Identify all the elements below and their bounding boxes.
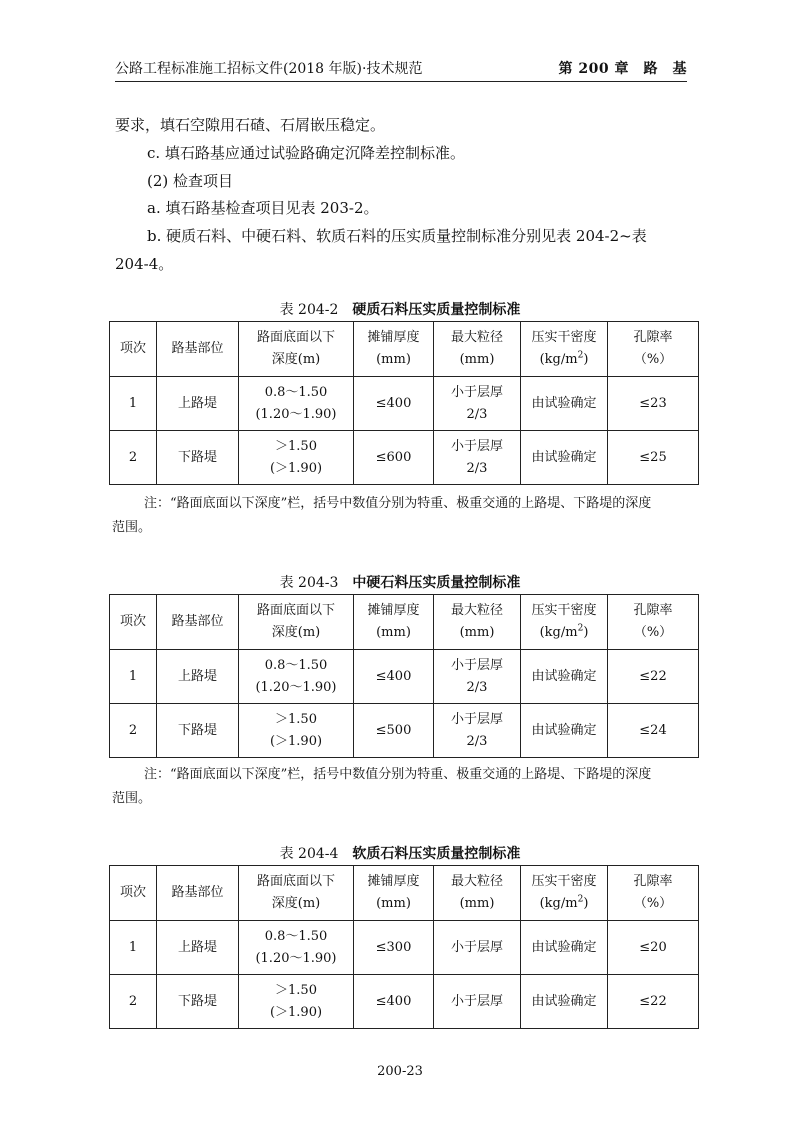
cell-no: 1 (110, 921, 157, 975)
table-title: 软质石料压实质量控制标准 (352, 846, 521, 862)
cell-part: 下路堤 (157, 975, 239, 1029)
header-max-size: 最大粒径 (mm) (434, 595, 521, 650)
cell-thickness: ≤400 (354, 377, 434, 431)
header-chapter: 第 200 章 路 基 (558, 61, 687, 77)
cell-max-size: 小于层厚 (434, 921, 521, 975)
header-depth: 路面底面以下 深度(m) (239, 595, 354, 650)
cell-max-size: 小于层厚 2/3 (434, 650, 521, 704)
table-note: 注：“路面底面以下深度”栏，括号中数值分别为特重、极重交通的上路堤、下路堤的深度 范围。 (112, 767, 652, 806)
table-number: 表 204-2 (279, 302, 339, 318)
table-row (110, 704, 699, 758)
header-location: 路基部位 (157, 322, 239, 377)
table-header-row (110, 866, 699, 921)
header-thickness: 摊铺厚度 (mm) (354, 866, 434, 921)
cell-no: 2 (110, 975, 157, 1029)
header-document-title: 公路工程标准施工招标文件(2018 年版)·技术规范 (115, 61, 423, 77)
running-header (115, 55, 687, 82)
header-item-no: 项次 (110, 322, 157, 377)
header-item-no: 项次 (110, 866, 157, 921)
cell-porosity: ≤22 (608, 650, 699, 704)
cell-no: 1 (110, 377, 157, 431)
paragraph-item-b-cont: 204-4。 (115, 255, 174, 273)
table-medium-rock (109, 594, 699, 758)
table-title: 中硬石料压实质量控制标准 (352, 575, 521, 591)
header-max-size: 最大粒径 (mm) (434, 322, 521, 377)
cell-max-size: 小于层厚 2/3 (434, 431, 521, 485)
cell-thickness: ≤400 (354, 975, 434, 1029)
cell-part: 上路堤 (157, 377, 239, 431)
cell-porosity: ≤25 (608, 431, 699, 485)
cell-thickness: ≤300 (354, 921, 434, 975)
cell-depth: ＞1.50 (＞1.90) (239, 975, 354, 1029)
cell-density: 由试验确定 (521, 921, 608, 975)
table-number: 表 204-4 (279, 846, 339, 862)
table-header-row (110, 595, 699, 650)
header-item-no: 项次 (110, 595, 157, 650)
table-row (110, 431, 699, 485)
cell-density: 由试验确定 (521, 704, 608, 758)
cell-thickness: ≤600 (354, 431, 434, 485)
cell-depth: 0.8～1.50 (1.20～1.90) (239, 377, 354, 431)
header-location: 路基部位 (157, 866, 239, 921)
header-depth: 路面底面以下 深度(m) (239, 322, 354, 377)
cell-density: 由试验确定 (521, 431, 608, 485)
cell-no: 1 (110, 650, 157, 704)
paragraph-heading-2: (2) 检查项目 (147, 172, 234, 190)
header-porosity: 孔隙率 （%） (608, 595, 699, 650)
cell-no: 2 (110, 431, 157, 485)
cell-depth: ＞1.50 (＞1.90) (239, 431, 354, 485)
cell-density: 由试验确定 (521, 650, 608, 704)
cell-no: 2 (110, 704, 157, 758)
header-dry-density: 压实干密度 $(kg/m^2)$ (521, 322, 608, 377)
paragraph-item-b: b. 硬质石料、中硬石料、软质石料的压实质量控制标准分别见表 204-2~表 (147, 227, 647, 245)
header-thickness: 摊铺厚度 (mm) (354, 322, 434, 377)
cell-density: 由试验确定 (521, 975, 608, 1029)
table-soft-rock (109, 865, 699, 1029)
paragraph-item-c: c. 填石路基应通过试验路确定沉降差控制标准。 (147, 144, 465, 162)
cell-depth: ＞1.50 (＞1.90) (239, 704, 354, 758)
paragraph-continuation: 要求，填石空隙用石碴、石屑嵌压稳定。 (115, 116, 386, 134)
table-header-row (110, 322, 699, 377)
table-number: 表 204-3 (279, 575, 339, 591)
table-note: 注：“路面底面以下深度”栏，括号中数值分别为特重、极重交通的上路堤、下路堤的深度 范围。 (112, 496, 652, 535)
cell-depth: 0.8～1.50 (1.20～1.90) (239, 650, 354, 704)
cell-max-size: 小于层厚 2/3 (434, 377, 521, 431)
header-max-size: 最大粒径 (mm) (434, 866, 521, 921)
cell-part: 下路堤 (157, 704, 239, 758)
cell-part: 下路堤 (157, 431, 239, 485)
cell-porosity: ≤24 (608, 704, 699, 758)
table-row (110, 650, 699, 704)
cell-max-size: 小于层厚 2/3 (434, 704, 521, 758)
cell-thickness: ≤500 (354, 704, 434, 758)
cell-porosity: ≤20 (608, 921, 699, 975)
page-number: 200-23 (377, 1064, 423, 1079)
cell-depth: 0.8～1.50 (1.20～1.90) (239, 921, 354, 975)
table-caption (0, 301, 800, 319)
table-row (110, 921, 699, 975)
paragraph-item-a: a. 填石路基检查项目见表 203-2。 (147, 199, 379, 217)
header-dry-density: 压实干密度 $(kg/m^2)$ (521, 595, 608, 650)
cell-porosity: ≤23 (608, 377, 699, 431)
header-location: 路基部位 (157, 595, 239, 650)
table-row (110, 975, 699, 1029)
table-caption (0, 574, 800, 592)
cell-part: 上路堤 (157, 921, 239, 975)
cell-part: 上路堤 (157, 650, 239, 704)
cell-thickness: ≤400 (354, 650, 434, 704)
table-caption (0, 845, 800, 863)
header-porosity: 孔隙率 （%） (608, 322, 699, 377)
table-hard-rock (109, 321, 699, 485)
header-dry-density: 压实干密度 $(kg/m^2)$ (521, 866, 608, 921)
header-thickness: 摊铺厚度 (mm) (354, 595, 434, 650)
table-row (110, 377, 699, 431)
cell-porosity: ≤22 (608, 975, 699, 1029)
cell-max-size: 小于层厚 (434, 975, 521, 1029)
header-porosity: 孔隙率 （%） (608, 866, 699, 921)
cell-density: 由试验确定 (521, 377, 608, 431)
table-title: 硬质石料压实质量控制标准 (352, 302, 521, 318)
header-depth: 路面底面以下 深度(m) (239, 866, 354, 921)
